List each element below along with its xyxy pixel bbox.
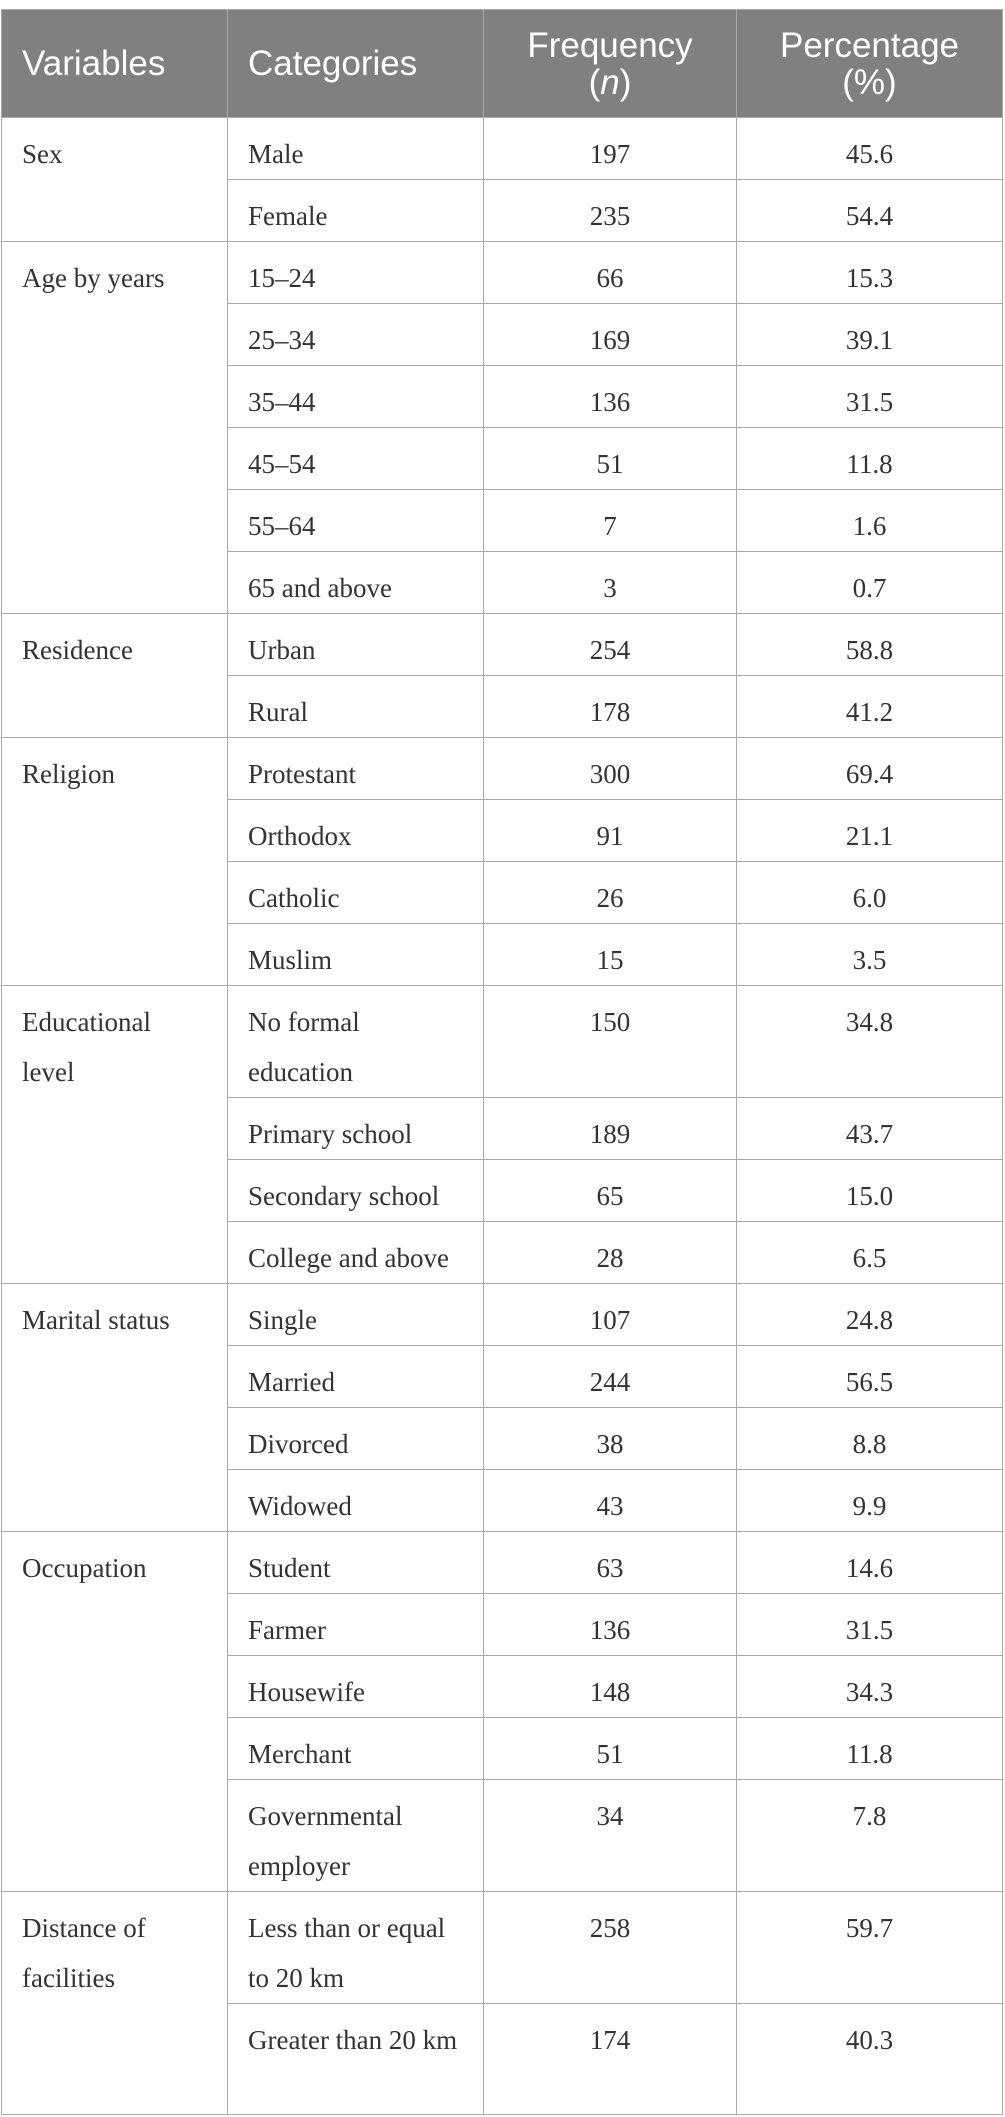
percentage-cell: 43.7 — [737, 1098, 1003, 1160]
percentage-cell: 69.4 — [737, 738, 1003, 800]
table-row — [2, 1892, 1003, 2004]
percentage-cell: 24.8 — [737, 1284, 1003, 1346]
header-percentage-unit: (%) — [842, 62, 897, 102]
frequency-cell: 148 — [484, 1656, 737, 1718]
percentage-cell: 58.8 — [737, 614, 1003, 676]
table-row — [2, 738, 1003, 800]
category-cell: 25–34 — [228, 304, 484, 366]
variable-cell: Residence — [2, 614, 228, 738]
category-cell: Single — [228, 1284, 484, 1346]
percentage-cell: 6.0 — [737, 862, 1003, 924]
frequency-cell: 300 — [484, 738, 737, 800]
table-row — [2, 614, 1003, 676]
frequency-cell: 258 — [484, 1892, 737, 2004]
header-percentage — [737, 10, 1003, 118]
percentage-cell: 54.4 — [737, 180, 1003, 242]
variable-cell: Religion — [2, 738, 228, 986]
category-cell: Married — [228, 1346, 484, 1408]
percentage-cell: 0.7 — [737, 552, 1003, 614]
category-cell: Less than or equal to 20 km — [228, 1892, 484, 2004]
header-frequency-label: Frequency — [527, 25, 693, 65]
frequency-cell: 174 — [484, 2004, 737, 2115]
category-cell: 65 and above — [228, 552, 484, 614]
frequency-cell: 51 — [484, 428, 737, 490]
percentage-cell: 56.5 — [737, 1346, 1003, 1408]
header-variables: Variables — [2, 10, 228, 118]
percentage-cell: 11.8 — [737, 1718, 1003, 1780]
frequency-cell: 178 — [484, 676, 737, 738]
percentage-cell: 40.3 — [737, 2004, 1003, 2115]
percentage-cell: 39.1 — [737, 304, 1003, 366]
percentage-cell: 6.5 — [737, 1222, 1003, 1284]
percentage-cell: 41.2 — [737, 676, 1003, 738]
category-cell: Protestant — [228, 738, 484, 800]
frequency-cell: 197 — [484, 118, 737, 180]
category-cell: College and above — [228, 1222, 484, 1284]
category-cell: No formal education — [228, 986, 484, 1098]
frequency-cell: 7 — [484, 490, 737, 552]
frequency-cell: 244 — [484, 1346, 737, 1408]
demographics-table — [1, 9, 1003, 2115]
category-cell: Merchant — [228, 1718, 484, 1780]
percentage-cell: 8.8 — [737, 1408, 1003, 1470]
frequency-cell: 107 — [484, 1284, 737, 1346]
table-body — [2, 118, 1003, 2115]
frequency-cell: 254 — [484, 614, 737, 676]
percentage-cell: 15.0 — [737, 1160, 1003, 1222]
category-cell: Widowed — [228, 1470, 484, 1532]
frequency-cell: 189 — [484, 1098, 737, 1160]
percentage-cell: 15.3 — [737, 242, 1003, 304]
category-cell: Urban — [228, 614, 484, 676]
category-cell: 45–54 — [228, 428, 484, 490]
header-frequency — [484, 10, 737, 118]
percentage-cell: 59.7 — [737, 1892, 1003, 2004]
table-row — [2, 242, 1003, 304]
frequency-cell: 136 — [484, 366, 737, 428]
frequency-cell: 43 — [484, 1470, 737, 1532]
frequency-cell: 63 — [484, 1532, 737, 1594]
category-cell: Housewife — [228, 1656, 484, 1718]
header-categories: Categories — [228, 10, 484, 118]
category-cell: 55–64 — [228, 490, 484, 552]
percentage-cell: 34.3 — [737, 1656, 1003, 1718]
frequency-cell: 65 — [484, 1160, 737, 1222]
frequency-cell: 28 — [484, 1222, 737, 1284]
category-cell: Rural — [228, 676, 484, 738]
frequency-cell: 15 — [484, 924, 737, 986]
category-cell: Catholic — [228, 862, 484, 924]
table-row — [2, 1532, 1003, 1594]
percentage-cell: 21.1 — [737, 800, 1003, 862]
percentage-cell: 7.8 — [737, 1780, 1003, 1892]
variable-cell: Age by years — [2, 242, 228, 614]
variable-cell: Sex — [2, 118, 228, 242]
frequency-cell: 91 — [484, 800, 737, 862]
variable-cell: Educational level — [2, 986, 228, 1284]
category-cell: Secondary school — [228, 1160, 484, 1222]
percentage-cell: 14.6 — [737, 1532, 1003, 1594]
category-cell: Muslim — [228, 924, 484, 986]
percentage-cell: 3.5 — [737, 924, 1003, 986]
frequency-cell: 66 — [484, 242, 737, 304]
percentage-cell: 45.6 — [737, 118, 1003, 180]
category-cell: Student — [228, 1532, 484, 1594]
category-cell: Female — [228, 180, 484, 242]
category-cell: Farmer — [228, 1594, 484, 1656]
frequency-cell: 235 — [484, 180, 737, 242]
category-cell: 15–24 — [228, 242, 484, 304]
frequency-cell: 38 — [484, 1408, 737, 1470]
table-row — [2, 118, 1003, 180]
percentage-cell: 31.5 — [737, 366, 1003, 428]
percentage-cell: 11.8 — [737, 428, 1003, 490]
category-cell: Primary school — [228, 1098, 484, 1160]
category-cell: Divorced — [228, 1408, 484, 1470]
frequency-cell: 169 — [484, 304, 737, 366]
table-row — [2, 1284, 1003, 1346]
variable-cell: Occupation — [2, 1532, 228, 1892]
category-cell: Orthodox — [228, 800, 484, 862]
variable-cell: Marital status — [2, 1284, 228, 1532]
header-frequency-unit: (n) — [588, 62, 632, 102]
table-row — [2, 986, 1003, 1098]
category-cell: Male — [228, 118, 484, 180]
header-percentage-label: Percentage — [779, 25, 960, 65]
variable-cell: Distance of facilities — [2, 1892, 228, 2115]
percentage-cell: 9.9 — [737, 1470, 1003, 1532]
percentage-cell: 31.5 — [737, 1594, 1003, 1656]
frequency-cell: 150 — [484, 986, 737, 1098]
frequency-cell: 26 — [484, 862, 737, 924]
percentage-cell: 34.8 — [737, 986, 1003, 1098]
category-cell: Governmental employer — [228, 1780, 484, 1892]
frequency-cell: 136 — [484, 1594, 737, 1656]
table-header — [2, 10, 1003, 118]
frequency-cell: 51 — [484, 1718, 737, 1780]
category-cell: Greater than 20 km — [228, 2004, 484, 2115]
category-cell: 35–44 — [228, 366, 484, 428]
percentage-cell: 1.6 — [737, 490, 1003, 552]
frequency-cell: 3 — [484, 552, 737, 614]
frequency-cell: 34 — [484, 1780, 737, 1892]
